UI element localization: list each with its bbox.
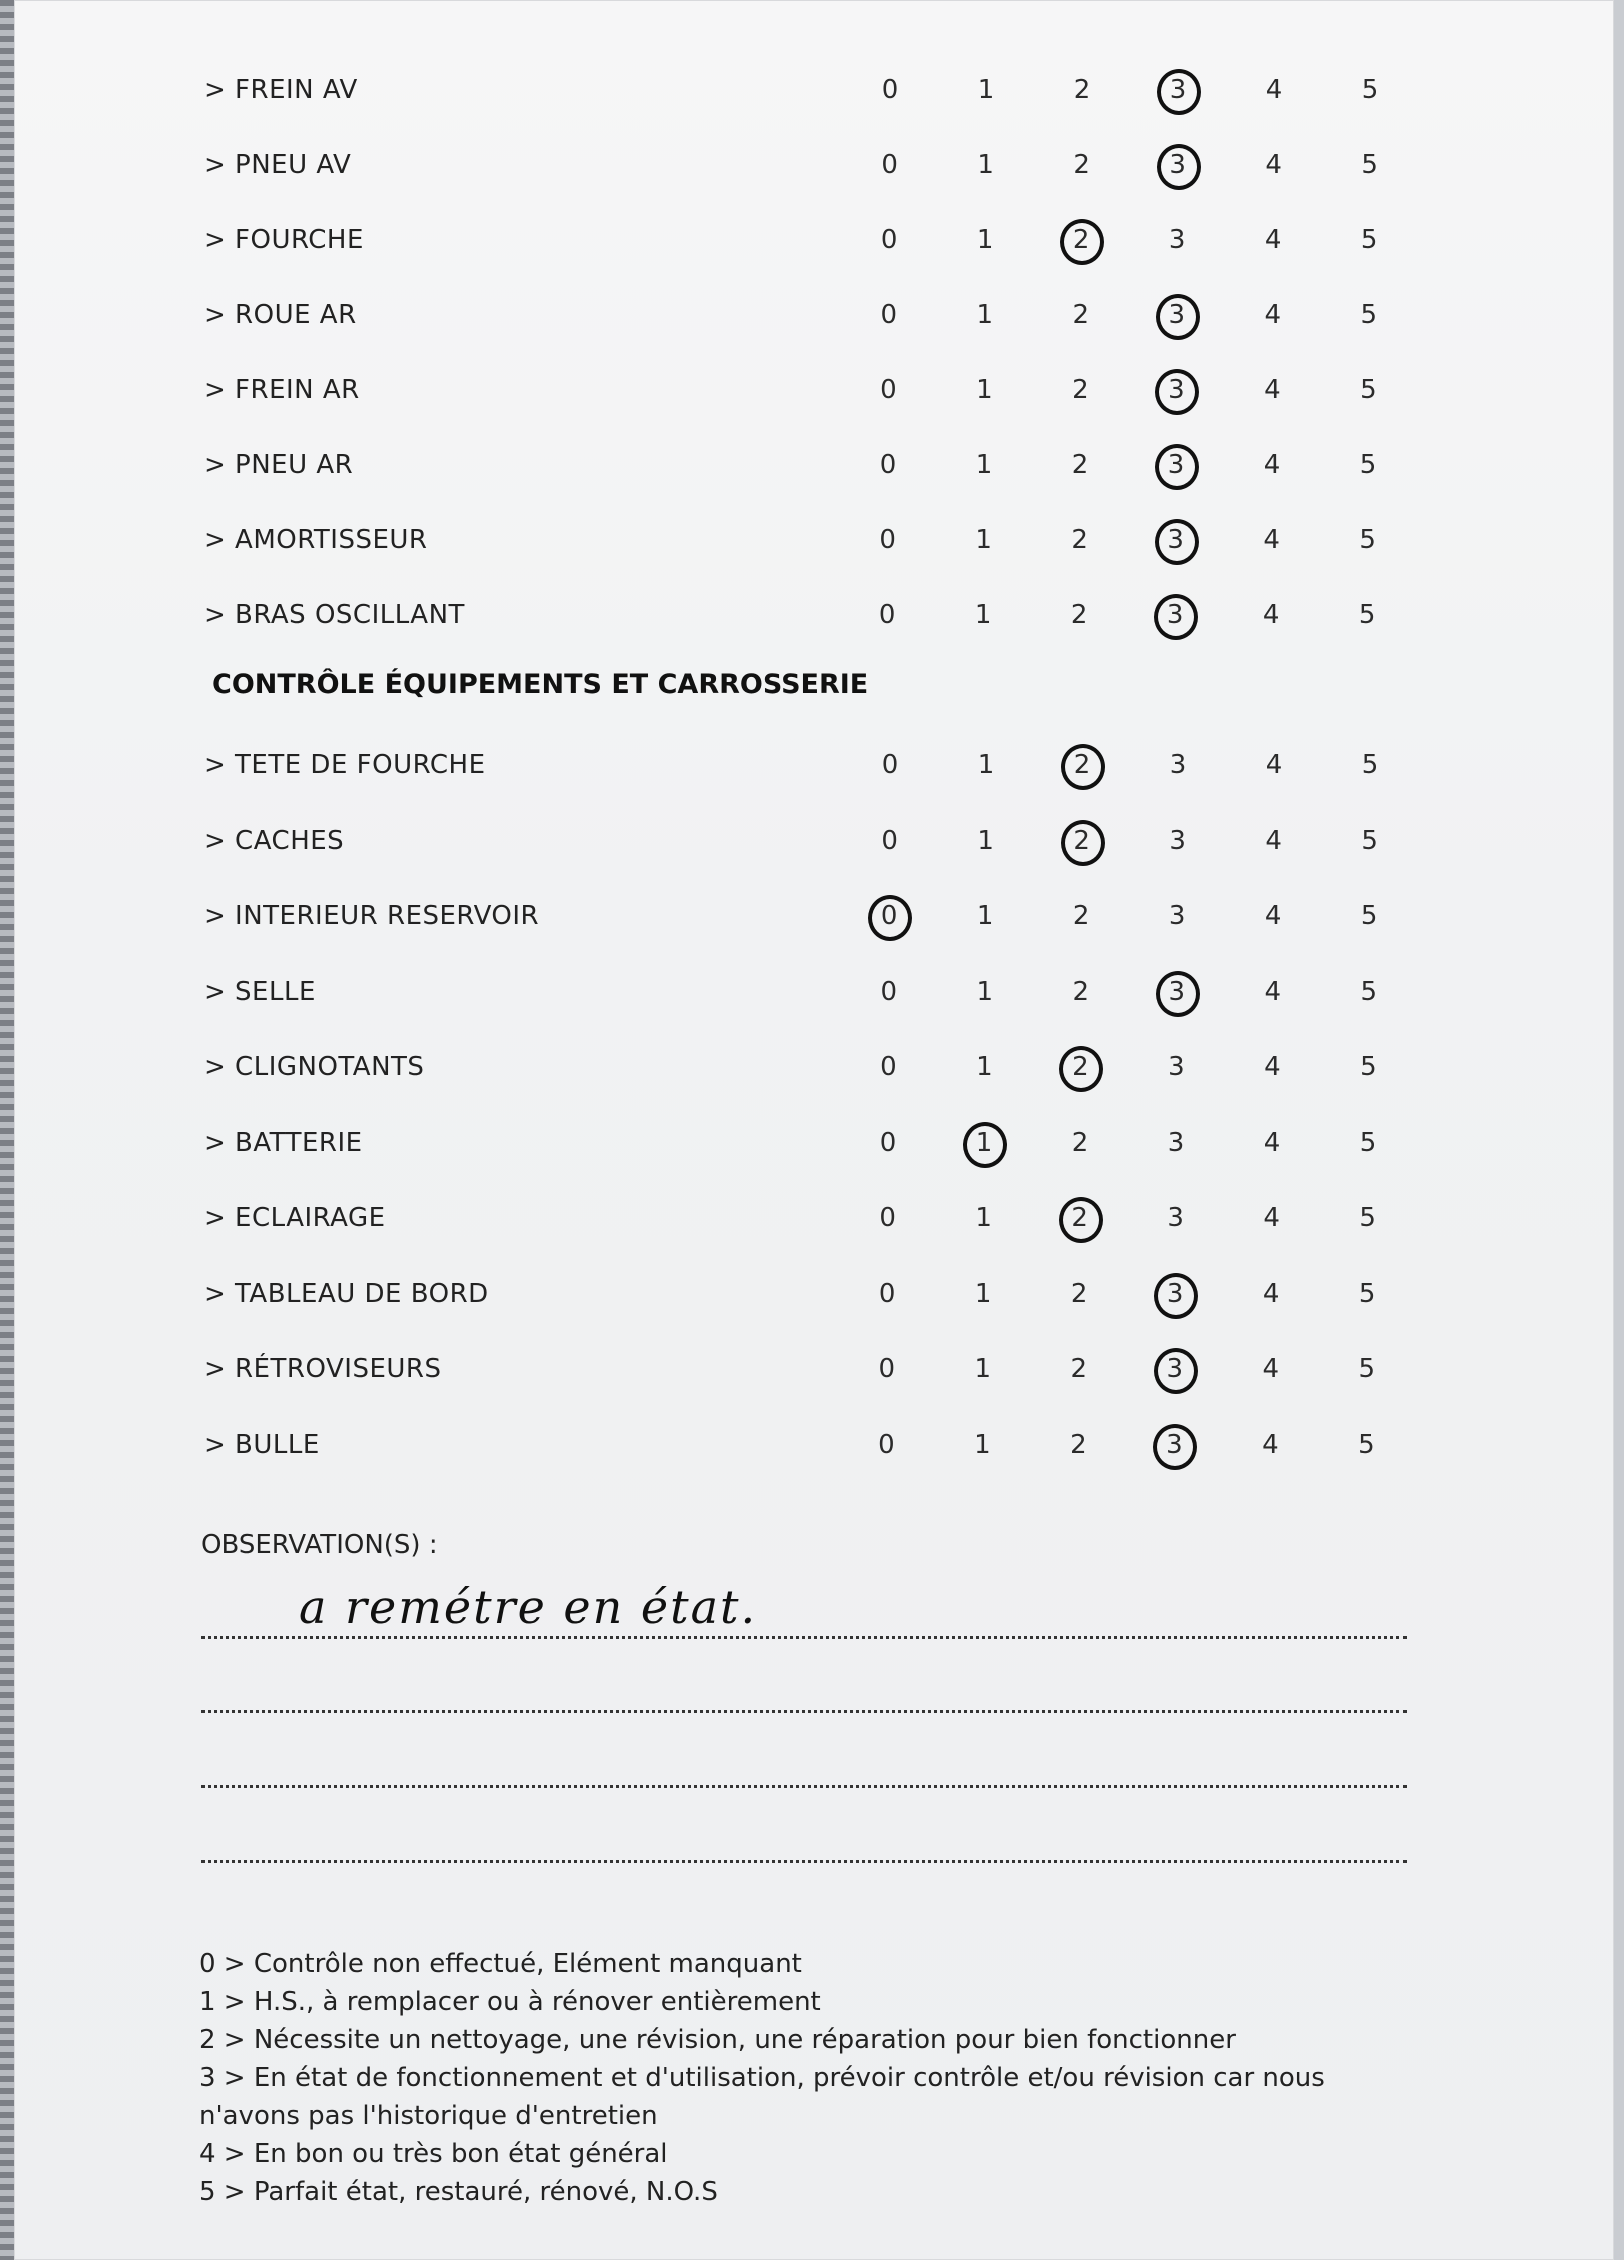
score-option[interactable]: 5 bbox=[1358, 1278, 1376, 1309]
score-option-circled[interactable]: 3 bbox=[1146, 435, 1206, 495]
check-row bbox=[14, 886, 1614, 946]
score-option-circled[interactable]: 2 bbox=[1051, 210, 1111, 270]
score-option[interactable]: 5 bbox=[1360, 225, 1378, 255]
score-option[interactable]: 3 bbox=[1167, 1203, 1184, 1233]
score-option-circled[interactable]: 3 bbox=[1145, 1339, 1205, 1399]
score-option[interactable]: 4 bbox=[1265, 150, 1282, 180]
observation-line bbox=[201, 1785, 1407, 1788]
check-row bbox=[14, 435, 1614, 495]
score-option[interactable]: 2 bbox=[1070, 600, 1088, 630]
score-option-circled[interactable]: 3 bbox=[1144, 1415, 1204, 1475]
score-option[interactable]: 1 bbox=[974, 600, 992, 630]
score-option[interactable]: 2 bbox=[1071, 450, 1089, 480]
check-item-label: > FREIN AV bbox=[204, 75, 358, 105]
check-item-label: > FREIN AR bbox=[204, 375, 360, 405]
observation-line bbox=[201, 1636, 1407, 1639]
score-option[interactable]: 5 bbox=[1360, 901, 1378, 931]
score-legend bbox=[199, 1945, 1419, 2211]
score-option[interactable]: 5 bbox=[1360, 1052, 1377, 1082]
legend-item: 2 > Nécessite un nettoyage, une révision, une réparation pour bien fonctionner bbox=[199, 2025, 1236, 2055]
check-item-label: > ROUE AR bbox=[204, 300, 357, 330]
score-option[interactable]: 4 bbox=[1262, 1429, 1279, 1460]
score-option[interactable]: 3 bbox=[1169, 750, 1187, 780]
score-option[interactable]: 1 bbox=[977, 75, 995, 105]
score-option[interactable]: 4 bbox=[1265, 750, 1283, 780]
score-option[interactable]: 5 bbox=[1358, 600, 1376, 630]
score-option-circled[interactable]: 2 bbox=[1050, 1188, 1110, 1248]
check-item-label: > PNEU AR bbox=[204, 450, 354, 480]
score-option[interactable]: 5 bbox=[1360, 976, 1378, 1007]
score-option[interactable]: 5 bbox=[1360, 375, 1377, 405]
score-option[interactable]: 2 bbox=[1073, 150, 1090, 180]
check-item-label: > INTERIEUR RESERVOIR bbox=[204, 901, 540, 931]
legend-item: 0 > Contrôle non effectué, Elément manquant bbox=[199, 1949, 802, 1979]
check-row bbox=[14, 285, 1614, 345]
score-option-circled[interactable]: 3 bbox=[1146, 510, 1206, 570]
score-option[interactable]: 5 bbox=[1359, 1203, 1376, 1233]
binder-edge bbox=[0, 0, 14, 2260]
score-option[interactable]: 1 bbox=[976, 1052, 993, 1082]
observation-handwritten-text: a remétre en état. bbox=[299, 1580, 758, 1634]
score-option[interactable]: 5 bbox=[1359, 1127, 1377, 1158]
check-item-label: > CACHES bbox=[204, 825, 345, 856]
score-option[interactable]: 0 bbox=[880, 375, 897, 405]
score-option[interactable]: 5 bbox=[1361, 150, 1378, 180]
score-option[interactable]: 4 bbox=[1265, 75, 1283, 105]
score-option-circled[interactable]: 3 bbox=[1148, 60, 1208, 120]
score-option[interactable]: 0 bbox=[880, 300, 898, 330]
score-option[interactable]: 4 bbox=[1263, 1203, 1280, 1233]
score-option[interactable]: 1 bbox=[977, 150, 994, 180]
score-option[interactable]: 2 bbox=[1071, 1127, 1089, 1158]
score-option[interactable]: 4 bbox=[1265, 825, 1282, 856]
score-option[interactable]: 2 bbox=[1072, 976, 1090, 1007]
score-option[interactable]: 0 bbox=[879, 525, 896, 555]
score-option[interactable]: 0 bbox=[879, 1127, 897, 1158]
score-option-circled[interactable]: 3 bbox=[1145, 585, 1205, 645]
score-option[interactable]: 5 bbox=[1359, 525, 1376, 555]
section-title: CONTRÔLE ÉQUIPEMENTS ET CARROSSERIE bbox=[212, 669, 869, 700]
score-option[interactable]: 0 bbox=[880, 976, 898, 1007]
score-option[interactable]: 2 bbox=[1070, 1278, 1088, 1309]
score-option-circled[interactable]: 0 bbox=[859, 886, 919, 946]
score-option[interactable]: 5 bbox=[1358, 1429, 1375, 1460]
score-option[interactable]: 5 bbox=[1361, 750, 1379, 780]
score-option[interactable]: 4 bbox=[1264, 976, 1282, 1007]
legend-item: 3 > En état de fonctionnement et d'utilisation, prévoir contrôle et/ou révision car nous n'avons pas l'historique d'entretien bbox=[199, 2063, 1325, 2131]
score-option[interactable]: 4 bbox=[1264, 1052, 1281, 1082]
score-option[interactable]: 1 bbox=[976, 976, 994, 1007]
score-option[interactable]: 1 bbox=[974, 1278, 992, 1309]
score-option[interactable]: 0 bbox=[881, 75, 899, 105]
score-option[interactable]: 4 bbox=[1262, 1354, 1280, 1384]
score-option[interactable]: 0 bbox=[878, 1354, 896, 1384]
score-option[interactable]: 2 bbox=[1070, 1429, 1087, 1460]
score-option[interactable]: 2 bbox=[1071, 525, 1088, 555]
check-item-label: > SELLE bbox=[204, 976, 316, 1007]
check-row bbox=[14, 1037, 1614, 1097]
score-option[interactable]: 0 bbox=[878, 600, 896, 630]
score-option[interactable]: 3 bbox=[1168, 901, 1186, 931]
check-row bbox=[14, 1415, 1614, 1475]
score-option[interactable]: 4 bbox=[1264, 375, 1281, 405]
score-option[interactable]: 4 bbox=[1263, 1127, 1281, 1158]
score-option[interactable]: 1 bbox=[974, 1429, 991, 1460]
check-item-label: > BATTERIE bbox=[204, 1127, 363, 1158]
score-option[interactable]: 0 bbox=[879, 450, 897, 480]
score-option-circled[interactable]: 3 bbox=[1146, 360, 1206, 420]
check-row bbox=[14, 60, 1614, 120]
score-option[interactable]: 3 bbox=[1169, 825, 1186, 856]
score-option-circled[interactable]: 1 bbox=[954, 1113, 1014, 1173]
check-item-label: > AMORTISSEUR bbox=[204, 525, 428, 555]
score-option[interactable]: 3 bbox=[1167, 1127, 1185, 1158]
score-option[interactable]: 1 bbox=[975, 525, 992, 555]
score-option[interactable]: 3 bbox=[1168, 1052, 1185, 1082]
check-row bbox=[14, 510, 1614, 570]
check-item-label: > CLIGNOTANTS bbox=[204, 1052, 425, 1082]
check-row bbox=[14, 1113, 1614, 1173]
check-row bbox=[14, 210, 1614, 270]
score-option-circled[interactable]: 2 bbox=[1052, 811, 1112, 871]
check-item-label: > TABLEAU DE BORD bbox=[204, 1278, 489, 1309]
check-item-label: > BRAS OSCILLANT bbox=[204, 600, 465, 630]
score-option[interactable]: 0 bbox=[880, 1052, 897, 1082]
score-option[interactable]: 0 bbox=[878, 1429, 895, 1460]
score-option[interactable]: 1 bbox=[976, 300, 994, 330]
check-row bbox=[14, 1339, 1614, 1399]
check-item-label: > ECLAIRAGE bbox=[204, 1203, 386, 1233]
check-row bbox=[14, 962, 1614, 1022]
check-item-label: > PNEU AV bbox=[204, 150, 352, 180]
score-option[interactable]: 1 bbox=[976, 225, 994, 255]
check-item-label: > BULLE bbox=[204, 1429, 320, 1460]
score-option[interactable]: 0 bbox=[881, 825, 898, 856]
score-option[interactable]: 3 bbox=[1168, 225, 1186, 255]
score-option[interactable]: 4 bbox=[1264, 901, 1282, 931]
score-option[interactable]: 0 bbox=[878, 1278, 896, 1309]
score-option[interactable]: 0 bbox=[881, 750, 899, 780]
score-option[interactable]: 1 bbox=[976, 901, 994, 931]
score-option[interactable]: 1 bbox=[977, 750, 995, 780]
score-option[interactable]: 1 bbox=[974, 1354, 992, 1384]
score-option[interactable]: 5 bbox=[1361, 825, 1378, 856]
score-option[interactable]: 4 bbox=[1264, 225, 1282, 255]
score-option[interactable]: 4 bbox=[1263, 525, 1280, 555]
score-option[interactable]: 2 bbox=[1070, 1354, 1088, 1384]
legend-item: 4 > En bon ou très bon état général bbox=[199, 2139, 668, 2169]
inspection-sheet bbox=[14, 0, 1614, 2260]
score-option[interactable]: 2 bbox=[1072, 375, 1089, 405]
legend-item: 1 > H.S., à remplacer ou à rénover entièrement bbox=[199, 1987, 821, 2017]
check-row bbox=[14, 1188, 1614, 1248]
score-option-circled[interactable]: 3 bbox=[1147, 285, 1207, 345]
score-option[interactable]: 2 bbox=[1072, 300, 1090, 330]
score-option[interactable]: 1 bbox=[975, 1203, 992, 1233]
check-row bbox=[14, 135, 1614, 195]
check-row bbox=[14, 735, 1614, 795]
check-row bbox=[14, 1264, 1614, 1324]
score-option-circled[interactable]: 3 bbox=[1145, 1264, 1205, 1324]
score-option[interactable]: 5 bbox=[1360, 300, 1378, 330]
score-option[interactable]: 5 bbox=[1358, 1354, 1376, 1384]
score-option[interactable]: 1 bbox=[976, 375, 993, 405]
check-row bbox=[14, 360, 1614, 420]
score-option[interactable]: 0 bbox=[881, 150, 898, 180]
score-option[interactable]: 1 bbox=[975, 450, 993, 480]
score-option-circled[interactable]: 2 bbox=[1052, 735, 1112, 795]
score-option[interactable]: 2 bbox=[1072, 901, 1090, 931]
observation-line bbox=[201, 1860, 1407, 1863]
score-option[interactable]: 1 bbox=[977, 825, 994, 856]
check-item-label: > TETE DE FOURCHE bbox=[204, 750, 486, 780]
score-option[interactable]: 5 bbox=[1361, 75, 1379, 105]
score-option[interactable]: 4 bbox=[1262, 600, 1280, 630]
observations-title: OBSERVATION(S) : bbox=[201, 1530, 438, 1560]
check-row bbox=[14, 585, 1614, 645]
score-option-circled[interactable]: 2 bbox=[1050, 1037, 1110, 1097]
score-option[interactable]: 0 bbox=[879, 1203, 896, 1233]
score-option[interactable]: 5 bbox=[1359, 450, 1377, 480]
observation-line bbox=[201, 1710, 1407, 1713]
score-option-circled[interactable]: 3 bbox=[1147, 962, 1207, 1022]
score-option[interactable]: 4 bbox=[1263, 450, 1281, 480]
check-row bbox=[14, 811, 1614, 871]
legend-item: 5 > Parfait état, restauré, rénové, N.O.S bbox=[199, 2177, 718, 2207]
score-option[interactable]: 0 bbox=[880, 225, 898, 255]
score-option-circled[interactable]: 3 bbox=[1148, 135, 1208, 195]
score-option[interactable]: 4 bbox=[1264, 300, 1282, 330]
check-item-label: > FOURCHE bbox=[204, 225, 364, 255]
score-option[interactable]: 2 bbox=[1073, 75, 1091, 105]
check-item-label: > RÉTROVISEURS bbox=[204, 1354, 442, 1384]
score-option[interactable]: 4 bbox=[1262, 1278, 1280, 1309]
